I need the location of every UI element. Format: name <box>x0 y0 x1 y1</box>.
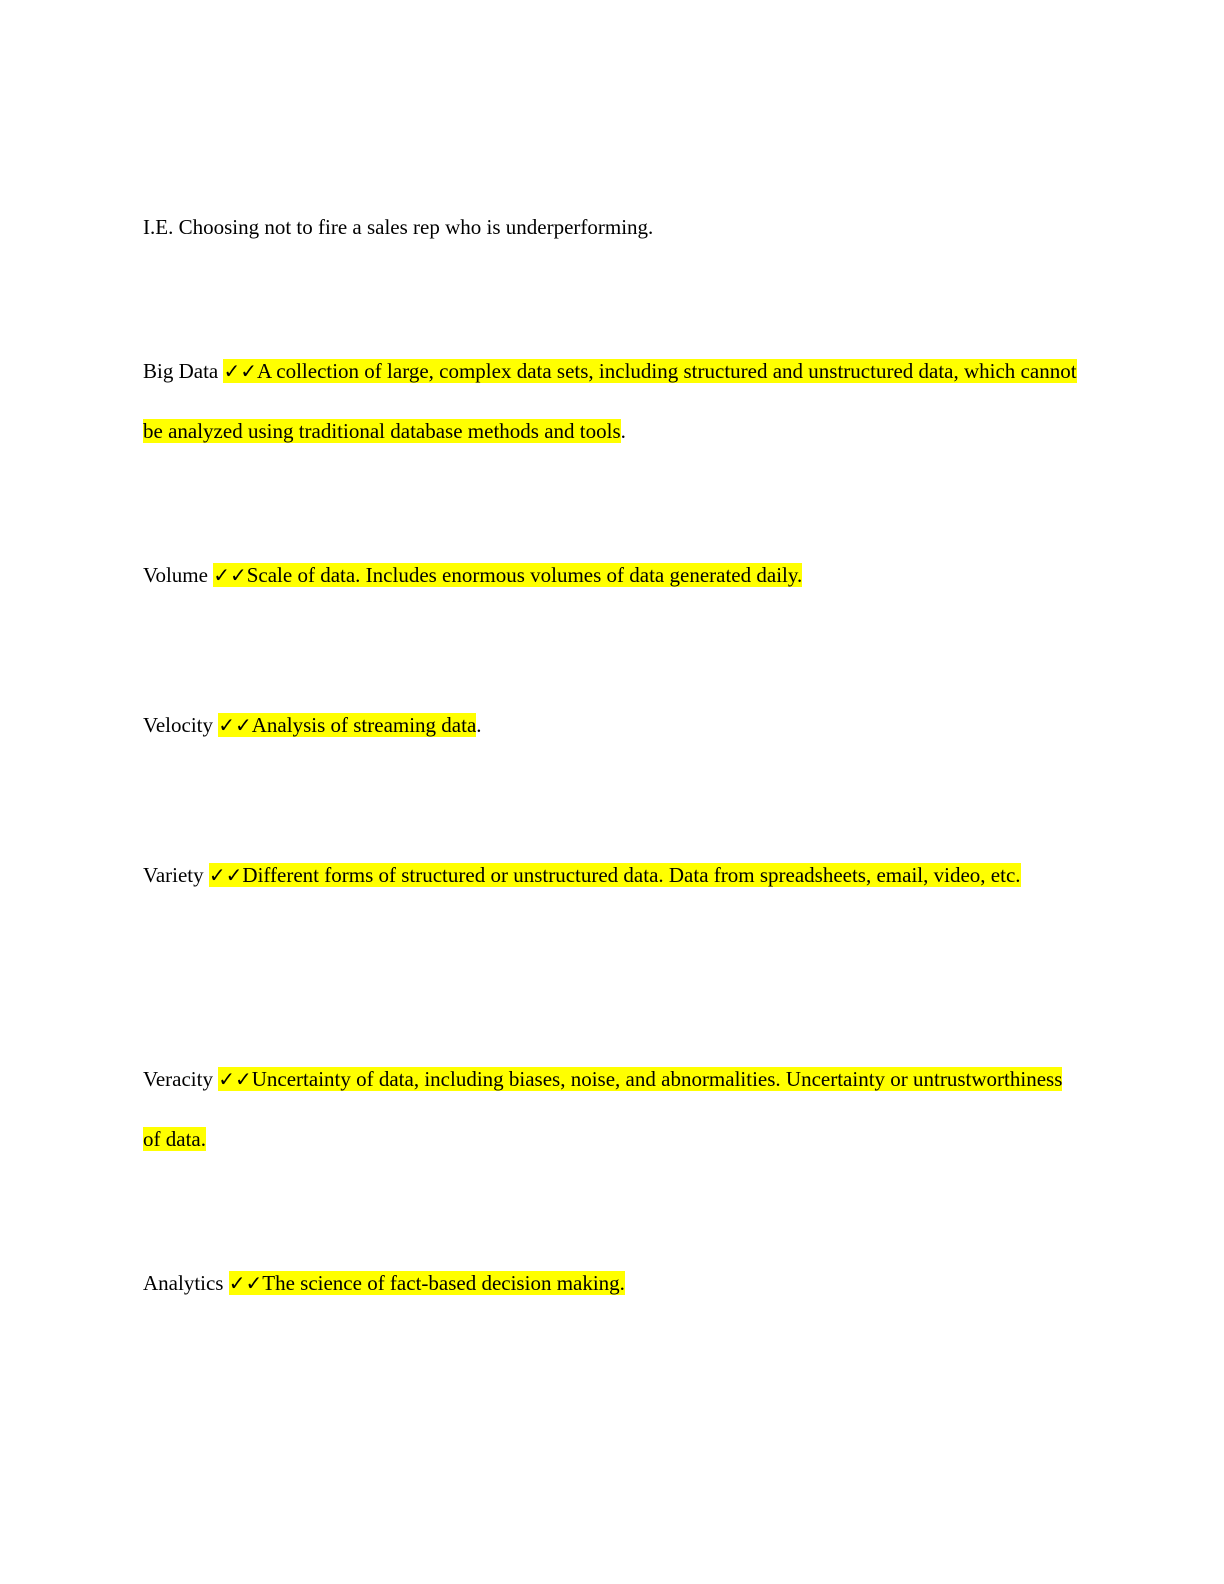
term-label: Volume <box>143 563 214 587</box>
term-label: Variety <box>143 863 209 887</box>
definition-text: Different forms of structured or unstructured data. Data from spreadsheets, email, video, etc. <box>242 863 1021 887</box>
definition-text: Scale of data. Includes enormous volumes of data generated daily. <box>246 563 803 587</box>
trailing-punctuation: . <box>620 419 626 443</box>
double-check-icon: ✓✓ <box>208 863 243 887</box>
trailing-punctuation: . <box>476 713 482 737</box>
double-check-icon: ✓✓ <box>218 713 252 737</box>
double-check-icon: ✓✓ <box>228 1271 263 1295</box>
entry-velocity <box>143 695 1083 755</box>
definition-text: Uncertainty of data, including biases, noise, and abnormalities. Uncertainty or untrustworthiness of data. <box>143 1067 1063 1151</box>
intro-paragraph <box>143 197 1083 257</box>
double-check-icon: ✓✓ <box>223 359 257 383</box>
entry-big-data <box>143 341 1083 461</box>
entry-variety <box>143 845 1083 905</box>
entry-volume <box>143 545 1083 605</box>
term-label: Velocity <box>143 713 219 737</box>
entry-analytics <box>143 1253 1083 1313</box>
term-label: Veracity <box>143 1067 219 1091</box>
term-label: Big Data <box>143 359 224 383</box>
definition-text: A collection of large, complex data sets, including structured and unstructured data, which cannot be analyzed using traditional database methods and tools <box>143 359 1077 443</box>
term-label: Analytics <box>143 1271 229 1295</box>
double-check-icon: ✓✓ <box>213 563 247 587</box>
definition-text: The science of fact-based decision making. <box>262 1271 625 1295</box>
entry-veracity <box>143 1049 1083 1169</box>
intro-text: I.E. Choosing not to fire a sales rep who is underperforming. <box>143 215 654 239</box>
definition-text: Analysis of streaming data <box>251 713 477 737</box>
double-check-icon: ✓✓ <box>218 1067 252 1091</box>
